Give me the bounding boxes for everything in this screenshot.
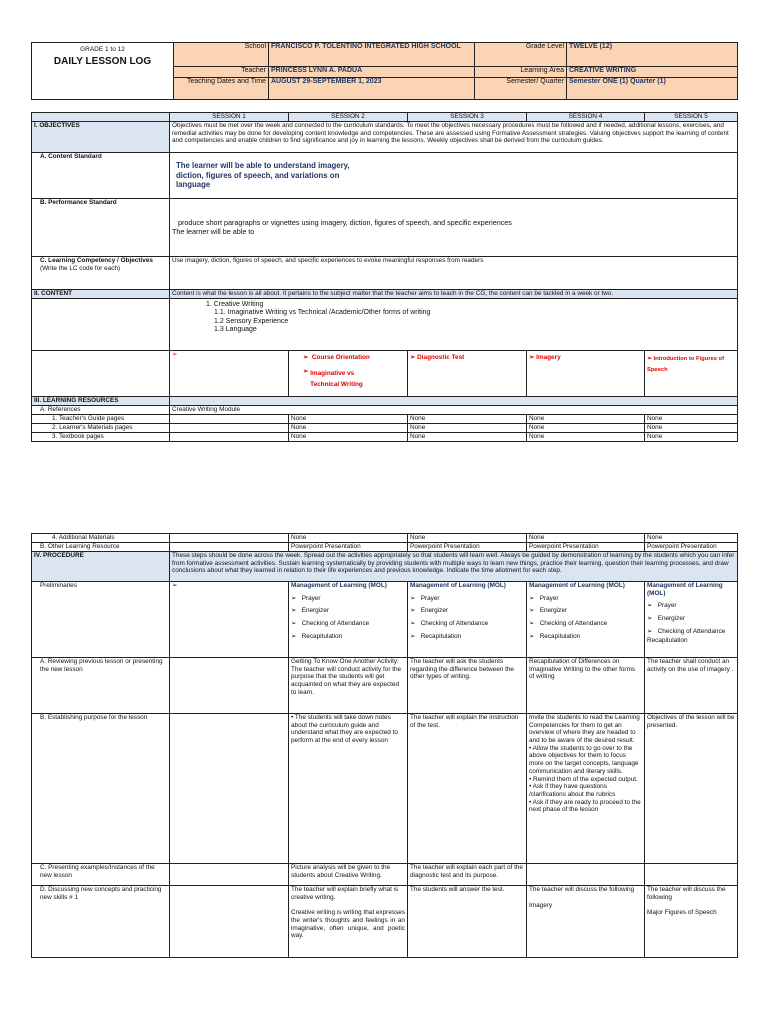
tg-pages-s5: None: [645, 415, 738, 424]
mol-title-s3: Management of Learning (MOL): [410, 582, 506, 589]
mol-item: Prayer: [657, 602, 677, 610]
references-label: A. References: [32, 406, 170, 415]
teacher-value: PRINCESS LYNN A. PADUA: [269, 67, 475, 78]
proc-b-label: B. Establishing purpose for the lesson: [32, 714, 170, 864]
proc-b-s3: The teacher will explain the instruction of the test.: [408, 714, 527, 864]
proc-c-s5: [645, 864, 738, 886]
objectives-label: I. OBJECTIVES: [32, 122, 170, 153]
additional-materials-s2: None: [289, 534, 408, 543]
school-value: FRANCISCO P. TOLENTINO INTEGRATED HIGH SCHOOL: [269, 43, 475, 67]
proc-d-s3: The students will answer the test.: [408, 886, 527, 958]
proc-d-s5-topic: Major Figures of Speech: [647, 909, 717, 917]
lm-pages-s5: None: [645, 424, 738, 433]
proc-b-s1: [170, 714, 289, 864]
proc-d-s4: [527, 886, 645, 958]
lm-pages-s4: None: [527, 424, 645, 433]
prelim-s5: [645, 582, 738, 658]
content-outline: [170, 299, 738, 351]
mol-item: Prayer: [539, 594, 559, 602]
arrow-icon: ➢: [303, 354, 309, 361]
arrow-icon: ➢: [647, 356, 652, 362]
outline-blank: [32, 299, 170, 351]
teacher-label: Teacher: [174, 67, 269, 78]
arrow-icon: ➢: [172, 582, 178, 589]
dates-label: Teaching Dates and Time: [174, 78, 269, 100]
textbook-pages-s5: None: [645, 433, 738, 442]
additional-materials-s1: [170, 534, 289, 543]
proc-b-s5: Objectives of the lesson will be presented.: [645, 714, 738, 864]
proc-a-s3: The teacher will ask the students regarding the difference between the other types of writing.: [408, 658, 527, 714]
arrow-icon: ➢: [529, 354, 535, 361]
lm-pages-s3: None: [408, 424, 527, 433]
mol-item: Energizer: [657, 615, 686, 623]
learning-area-label: Learning Area: [475, 67, 567, 78]
arrow-icon: ➢: [529, 632, 535, 640]
arrow-icon: ➢: [410, 354, 416, 361]
mol-item: Recapitulation: [539, 632, 581, 640]
tg-pages-s3: None: [408, 415, 527, 424]
mol-item: Checking of Attendance: [657, 627, 726, 635]
arrow-icon: ➢: [410, 594, 416, 602]
content-text: Content is what the lesson is all about. It pertains to the subject matter that the teacher aims to teach in the CG, the content can be tackled in a week or two.: [170, 290, 738, 299]
arrow-icon: ➢: [410, 632, 416, 640]
mol-item: Recapitulation: [301, 632, 343, 640]
topic-s2-imaginative: Imaginative vs Technical Writing: [310, 369, 363, 389]
arrow-icon: ➢: [647, 615, 653, 623]
textbook-pages-s3: None: [408, 433, 527, 442]
objectives-text: Objectives must be met over the week and connected to the curriculum standards. To meet the objectives necessary procedures must be followed and if needed, additional lessons, exercises, and remedial activities may be done for developing content knowledge and competencies. These are assessed using Formative Assessment strategies. Valuing objectives support the learning of content and competencies and enable children to find significance and joy in learning the lessons. Weekly objectives shall be derived from the curriculum guides.: [170, 122, 738, 153]
prelim-s2: [289, 582, 408, 658]
session-header-blank: [32, 113, 170, 122]
other-resource-s4: Powerpoint Presentation: [527, 543, 645, 552]
arrow-icon: ➢: [529, 594, 535, 602]
other-resource-label: B. Other Learning Resource: [32, 543, 170, 552]
mol-item: Checking of Attendance: [420, 620, 489, 628]
prelim-s3: [408, 582, 527, 658]
proc-a-label: A. Reviewing previous lesson or presenting the new lesson: [32, 658, 170, 714]
mol-item: Prayer: [420, 594, 440, 602]
mol-list-s2: [291, 595, 405, 641]
proc-b-s2: • The students will take down notes about the curriculum guide and understand what they are expected to perform at the end of every lesson: [289, 714, 408, 864]
other-resource-s2: Powerpoint Presentation: [289, 543, 408, 552]
grade-level-label: Grade Level: [475, 43, 567, 67]
mol-list-s4: [529, 595, 642, 641]
mol-item: Energizer: [420, 607, 449, 615]
other-resource-s5: Powerpoint Presentation: [645, 543, 738, 552]
additional-materials-s4: None: [527, 534, 645, 543]
performance-standard-cell: [170, 199, 738, 257]
arrow-icon: ➢: [303, 367, 309, 375]
arrow-icon: ➢: [172, 351, 178, 358]
other-resource-s1: [170, 543, 289, 552]
content-standard-text: The learner will be able to understand imagery, diction, figures of speech, and variations on language: [170, 153, 738, 199]
proc-d-s4-intro: The teacher will discuss the following: [529, 886, 635, 893]
header-table: [31, 42, 738, 100]
lm-pages-s1: [170, 424, 289, 433]
topic-s5: [645, 351, 738, 397]
textbook-pages-s1: [170, 433, 289, 442]
performance-standard-prefix: The learner will be able to: [172, 226, 255, 236]
additional-materials-label: 4. Additional Materials: [32, 534, 170, 543]
textbook-pages-label: 3. Textbook pages: [32, 433, 170, 442]
proc-c-s2: Picture analysis will be given to the students about Creative Writing.: [289, 864, 408, 886]
performance-standard-text: produce short paragraphs or vignettes using imagery, diction, figures of speech, and specific experiences: [178, 217, 512, 227]
proc-a-s1: [170, 658, 289, 714]
grade-level-value: TWELVE (12): [567, 43, 738, 67]
proc-d-s2: [289, 886, 408, 958]
mol-title-s4: Management of Learning (MOL): [529, 582, 625, 589]
dates-value: AUGUST 29-SEPTEMBER 1, 2023: [269, 78, 475, 100]
competency-label-cell: [32, 257, 170, 290]
mol-item: Recapitulation: [647, 637, 688, 645]
textbook-pages-s4: None: [527, 433, 645, 442]
lesson-table-page1: [31, 112, 738, 442]
arrow-icon: ➢: [647, 602, 653, 610]
arrow-icon: ➢: [529, 607, 535, 615]
competency-label: C. Learning Competency / Objectives: [40, 257, 153, 264]
session-2-header: SESSION 2: [289, 113, 408, 122]
proc-d-s1: [170, 886, 289, 958]
tg-pages-label: 1. Teacher's Guide pages: [32, 415, 170, 424]
references-value: Creative Writing Module: [170, 406, 738, 415]
resources-label-blank: [170, 397, 738, 406]
tg-pages-s2: None: [289, 415, 408, 424]
content-label: II. CONTENT: [32, 290, 170, 299]
arrow-icon: ➢: [291, 607, 297, 615]
topic-s5-text: Introduction to Figures of Speech: [647, 356, 725, 373]
tg-pages-s4: None: [527, 415, 645, 424]
competency-note: (Write the LC code for each): [40, 264, 121, 272]
proc-c-s4: [527, 864, 645, 886]
outline-item-2: 1.1. Imaginative Writing vs Technical /Academic/Other forms of writing: [214, 309, 431, 317]
mol-item: Recapitulation: [420, 632, 462, 640]
additional-materials-s5: None: [645, 534, 738, 543]
arrow-icon: ➢: [410, 620, 416, 628]
session-4-header: SESSION 4: [527, 113, 645, 122]
mol-item: Checking of Attendance: [301, 620, 370, 628]
arrow-icon: ➢: [291, 594, 297, 602]
proc-a-s5: The teacher shall conduct an activity on the use of imagery .: [645, 658, 738, 714]
semester-value: Semester ONE (1) Quarter (1): [567, 78, 738, 100]
performance-standard-label: B. Performance Standard: [32, 199, 170, 257]
mol-item: Prayer: [301, 594, 321, 602]
arrow-icon: ➢: [291, 632, 297, 640]
outline-item-1: 1. Creative Writing: [206, 301, 264, 308]
mol-list-s3: [410, 595, 524, 641]
topic-s2: [289, 351, 408, 397]
topic-s3-text: Diagnostic Test: [417, 354, 465, 361]
proc-d-s4-topic: Imagery: [529, 901, 553, 909]
arrow-icon: ➢: [291, 620, 297, 628]
semester-label: Semester/ Quarter: [475, 78, 567, 100]
topic-s4-text: Imagery: [536, 354, 561, 361]
session-5-header: SESSION 5: [645, 113, 738, 122]
prelim-s1: [170, 582, 289, 658]
textbook-pages-s2: None: [289, 433, 408, 442]
proc-d-s2-intro: The teacher will explain briefly what is creative writing.: [291, 886, 399, 901]
procedure-label: IV. PROCEDURE: [32, 552, 170, 582]
mol-title-s5: Management of Learning (MOL): [647, 582, 723, 597]
proc-d-s2-definition: Creative writing is writing that expresses the writer's thoughts and feelings in an imaginative, often unique, and poetic way.: [291, 909, 406, 940]
competency-text: Use imagery, diction, figures of speech, and specific experiences to evoke meaningful responses from readers: [170, 257, 738, 290]
additional-materials-s3: None: [408, 534, 527, 543]
learning-area-value: CREATIVE WRITING: [567, 67, 738, 78]
proc-c-label: C. Presenting examples/Instances of the new lesson: [32, 864, 170, 886]
mol-item: Energizer: [539, 607, 568, 615]
grade-range: GRADE 1 to 12: [80, 46, 125, 53]
resources-label: III. LEARNING RESOURCES: [32, 397, 170, 406]
session-3-header: SESSION 3: [408, 113, 527, 122]
topic-s3: [408, 351, 527, 397]
mol-item: Energizer: [301, 607, 330, 615]
proc-d-s5-intro: The teacher will discuss the following: [647, 886, 726, 901]
proc-b-s4: Invite the students to read the Learning Competencies for them to get an overview of where they are headed to and to be aware of the desired result. • Allow the students to go over to the above objectives for them to focus more on the target concepts, language communication and literary skills. • Remind them of the expected output. • Ask if they have questions /clarifications about the rubrics • Ask if they are ready to proceed to the next phase of the lesson: [527, 714, 645, 864]
mol-item: Checking of Attendance: [539, 620, 608, 628]
preliminaries-label: Preliminaries: [32, 582, 170, 658]
proc-a-s4: Recapitulation of Differences on Imaginative Writing to the other forms of writing: [527, 658, 645, 714]
lesson-table-page2: [31, 533, 738, 958]
proc-d-s5: [645, 886, 738, 958]
proc-a-s2: Getting To Know One Another Activity: The teacher will conduct activity for the purpose that the students will get acquainted on what they are expected to learn.: [289, 658, 408, 714]
topics-blank: [32, 351, 170, 397]
proc-c-s1: [170, 864, 289, 886]
lm-pages-s2: None: [289, 424, 408, 433]
lm-pages-label: 2. Learner's Materials pages: [32, 424, 170, 433]
topic-s1: [170, 351, 289, 397]
proc-d-label: D. Discussing new concepts and practicing new skills # 1: [32, 886, 170, 958]
prelim-s4: [527, 582, 645, 658]
arrow-icon: ➢: [647, 627, 653, 635]
topic-s2-orientation: Course Orientation: [311, 354, 370, 361]
tg-pages-s1: [170, 415, 289, 424]
procedure-text: These steps should be done across the week. Spread out the activities appropriately so that students will learn well. Always be guided by demonstration of learning by the students which you can infer from formative assessment activities. Sustain learning systematically by providing students with multiple ways to learn new things, practice their learning, question their learning processes, and draw conclusions about what they learned in relation to their life experiences and previous knowledge. Indicate the time allotment for each step.: [170, 552, 738, 582]
other-resource-s3: Powerpoint Presentation: [408, 543, 527, 552]
arrow-icon: ➢: [529, 620, 535, 628]
document-title: DAILY LESSON LOG: [53, 55, 152, 67]
outline-item-4: 1.3 Language: [214, 326, 257, 334]
session-1-header: SESSION 1: [170, 113, 289, 122]
topic-s4: [527, 351, 645, 397]
content-standard-label: A. Content Standard: [32, 153, 170, 199]
mol-list-s5: [647, 602, 735, 645]
outline-item-3: 1.2 Sensory Experience: [214, 317, 289, 325]
arrow-icon: ➢: [410, 607, 416, 615]
title-cell: [32, 43, 174, 100]
school-label: School: [174, 43, 269, 67]
proc-c-s3: The teacher will explain each part of the diagnostic test and its purpose.: [408, 864, 527, 886]
mol-title-s2: Management of Learning (MOL): [291, 582, 387, 589]
